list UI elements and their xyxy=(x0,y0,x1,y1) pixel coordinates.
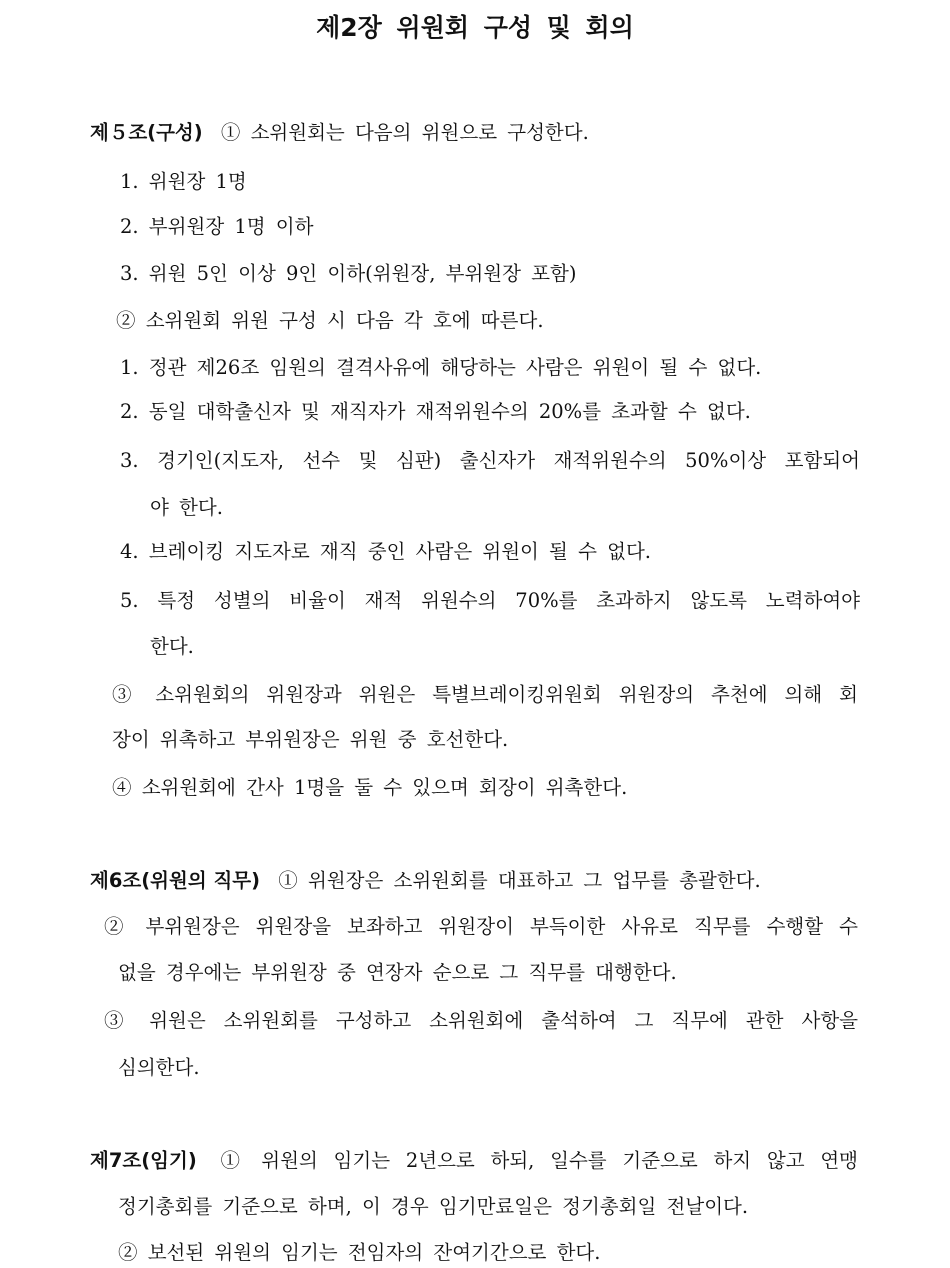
article-5-para-1-text: ① 소위원회는 다음의 위원으로 구성한다. xyxy=(220,121,589,144)
article-5-item: 2. 부위원장 1명 이하 xyxy=(120,215,314,238)
article-5-heading: 제５조(구성) xyxy=(90,121,203,144)
article-5-item-continued: 야 한다. xyxy=(150,496,223,519)
article-5-item: 5. 특정 성별의 비율이 재적 위원수의 70%를 초과하지 않도록 노력하여야 xyxy=(120,589,860,612)
article-5-para-3: ③ 소위원회의 위원장과 위원은 특별브레이킹위원회 위원장의 추천에 의해 회 xyxy=(112,683,858,706)
article-5-item: 3. 위원 5인 이상 9인 이하(위원장, 부위원장 포함) xyxy=(120,262,577,285)
article-6-para-2-continued: 없을 경우에는 부위원장 중 연장자 순으로 그 직무를 대행한다. xyxy=(118,961,677,984)
chapter-title: 제2장 위원회 구성 및 회의 xyxy=(316,13,634,42)
article-6-para-3-continued: 심의한다. xyxy=(118,1056,200,1079)
article-7-para-1-continued: 정기총회를 기준으로 하며, 이 경우 임기만료일은 정기총회일 전날이다. xyxy=(118,1195,749,1218)
article-6-para-3: ③ 위원은 소위원회를 구성하고 소위원회에 출석하여 그 직무에 관한 사항을 xyxy=(104,1009,858,1032)
article-5-para-4: ④ 소위원회에 간사 1명을 둘 수 있으며 회장이 위촉한다. xyxy=(112,776,628,799)
article-7-para-2: ② 보선된 위원의 임기는 전임자의 잔여기간으로 한다. xyxy=(118,1241,601,1264)
article-5-item-continued: 한다. xyxy=(150,635,194,658)
article-5-item: 4. 브레이킹 지도자로 재직 중인 사람은 위원이 될 수 없다. xyxy=(120,540,652,563)
article-6-para-1 xyxy=(90,866,761,896)
article-6-para-2: ② 부위원장은 위원장을 보좌하고 위원장이 부득이한 사유로 직무를 수행할 수 xyxy=(104,915,858,938)
article-6-para-1-text: ① 위원장은 소위원회를 대표하고 그 업무를 총괄한다. xyxy=(278,869,761,892)
article-5-item: 3. 경기인(지도자, 선수 및 심판) 출신자가 재적위원수의 50%이상 포함되어 xyxy=(120,449,860,472)
article-5-item: 1. 정관 제26조 임원의 결격사유에 해당하는 사람은 위원이 될 수 없다. xyxy=(120,356,762,379)
article-5-para-1 xyxy=(90,118,589,148)
article-7-para-1-text: ① 위원의 임기는 2년으로 하되, 일수를 기준으로 하지 않고 연맹 xyxy=(220,1149,858,1172)
article-7-heading: 제7조(임기) xyxy=(90,1149,197,1172)
article-5-para-3-continued: 장이 위촉하고 부위원장은 위원 중 호선한다. xyxy=(112,728,509,751)
article-5-item: 1. 위원장 1명 xyxy=(120,170,247,193)
article-7-para-1 xyxy=(90,1146,858,1176)
article-6-heading: 제6조(위원의 직무) xyxy=(90,869,261,892)
article-5-item: 2. 동일 대학출신자 및 재직자가 재적위원수의 20%를 초과할 수 없다. xyxy=(120,400,751,423)
article-5-para-2: ② 소위원회 위원 구성 시 다음 각 호에 따른다. xyxy=(116,309,544,332)
